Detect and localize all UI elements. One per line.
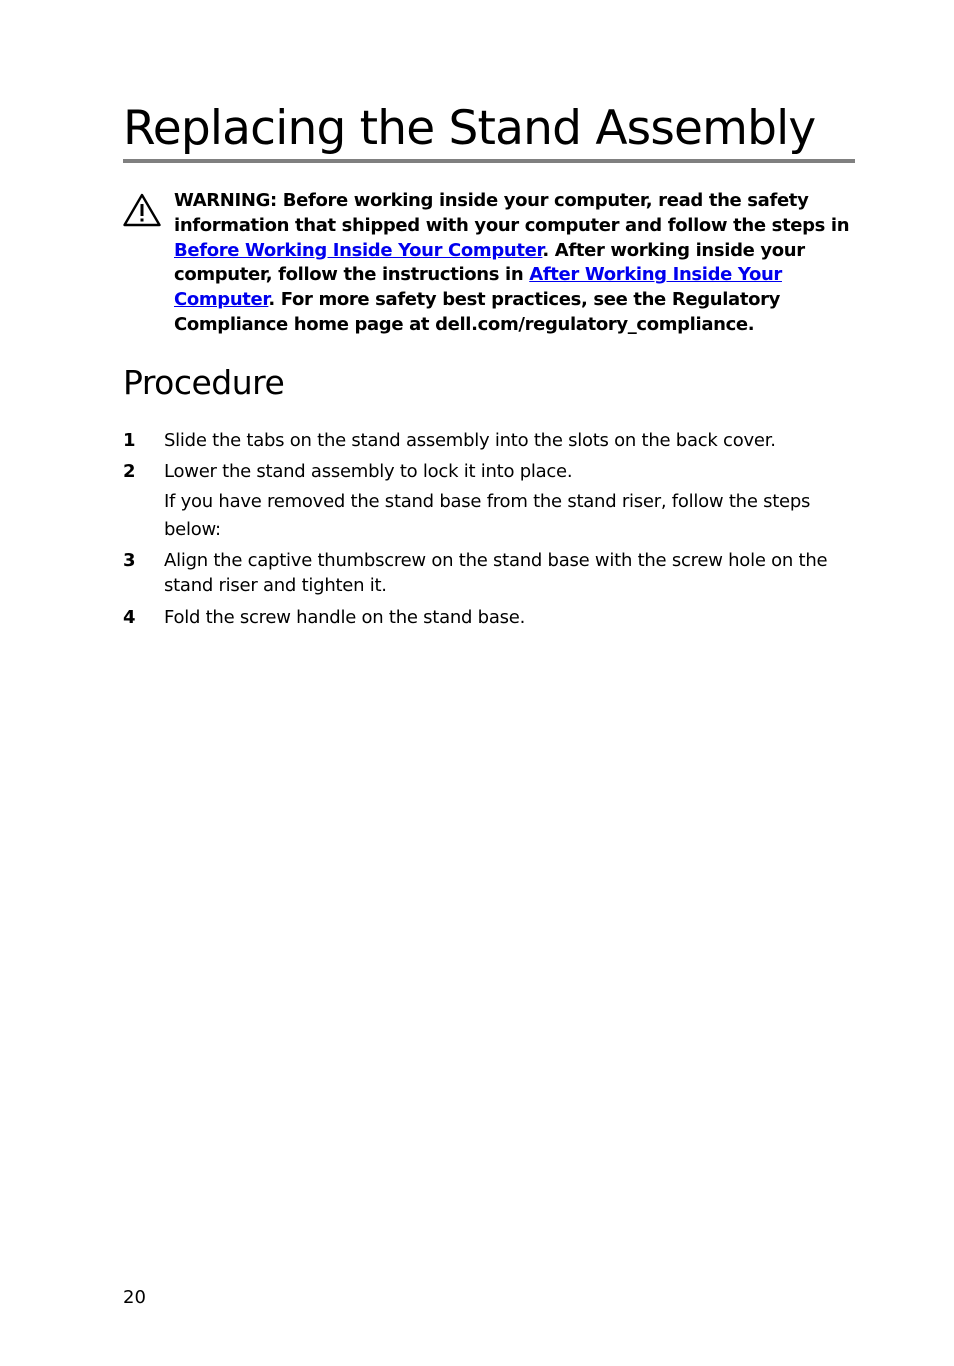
title-underline	[123, 159, 855, 163]
page-title: Replacing the Stand Assembly	[123, 101, 816, 156]
step-1	[123, 428, 855, 453]
after-working-link[interactable]: After Working Inside Your Computer	[174, 264, 782, 311]
step-3	[123, 548, 855, 598]
procedure-steps	[123, 428, 855, 630]
step-text: Slide the tabs on the stand assembly into the slots on the back cover.	[164, 430, 776, 451]
warning-outro: . For more safety best practices, see the Regulatory Compliance home page at dell.com/regulatory_compliance.	[174, 289, 780, 335]
page-number: 20	[123, 1287, 146, 1308]
step-4	[123, 605, 855, 630]
warning-mid: . After working inside your computer, follow the instructions in	[174, 239, 805, 286]
step-2	[123, 459, 855, 484]
before-working-link[interactable]: Before Working Inside Your Computer	[174, 239, 543, 261]
step-number: 3	[123, 550, 136, 571]
step-note: If you have removed the stand base from the stand riser, follow the steps below:	[164, 491, 811, 540]
step-text: Fold the screw handle on the stand base.	[164, 607, 526, 628]
warning-intro: WARNING: Before working inside your computer, read the safety information that shipped with your computer and follow the steps in	[174, 190, 850, 236]
step-number: 1	[123, 430, 136, 451]
step-text: Align the captive thumbscrew on the stand base with the screw hole on the stand riser and tighten it.	[164, 550, 828, 596]
warning-message	[174, 189, 854, 338]
step-number: 4	[123, 607, 136, 628]
procedure-heading: Procedure	[123, 363, 285, 402]
warning-triangle-icon	[123, 193, 161, 227]
step-number: 2	[123, 461, 136, 482]
step-text: Lower the stand assembly to lock it into place.	[164, 461, 573, 482]
